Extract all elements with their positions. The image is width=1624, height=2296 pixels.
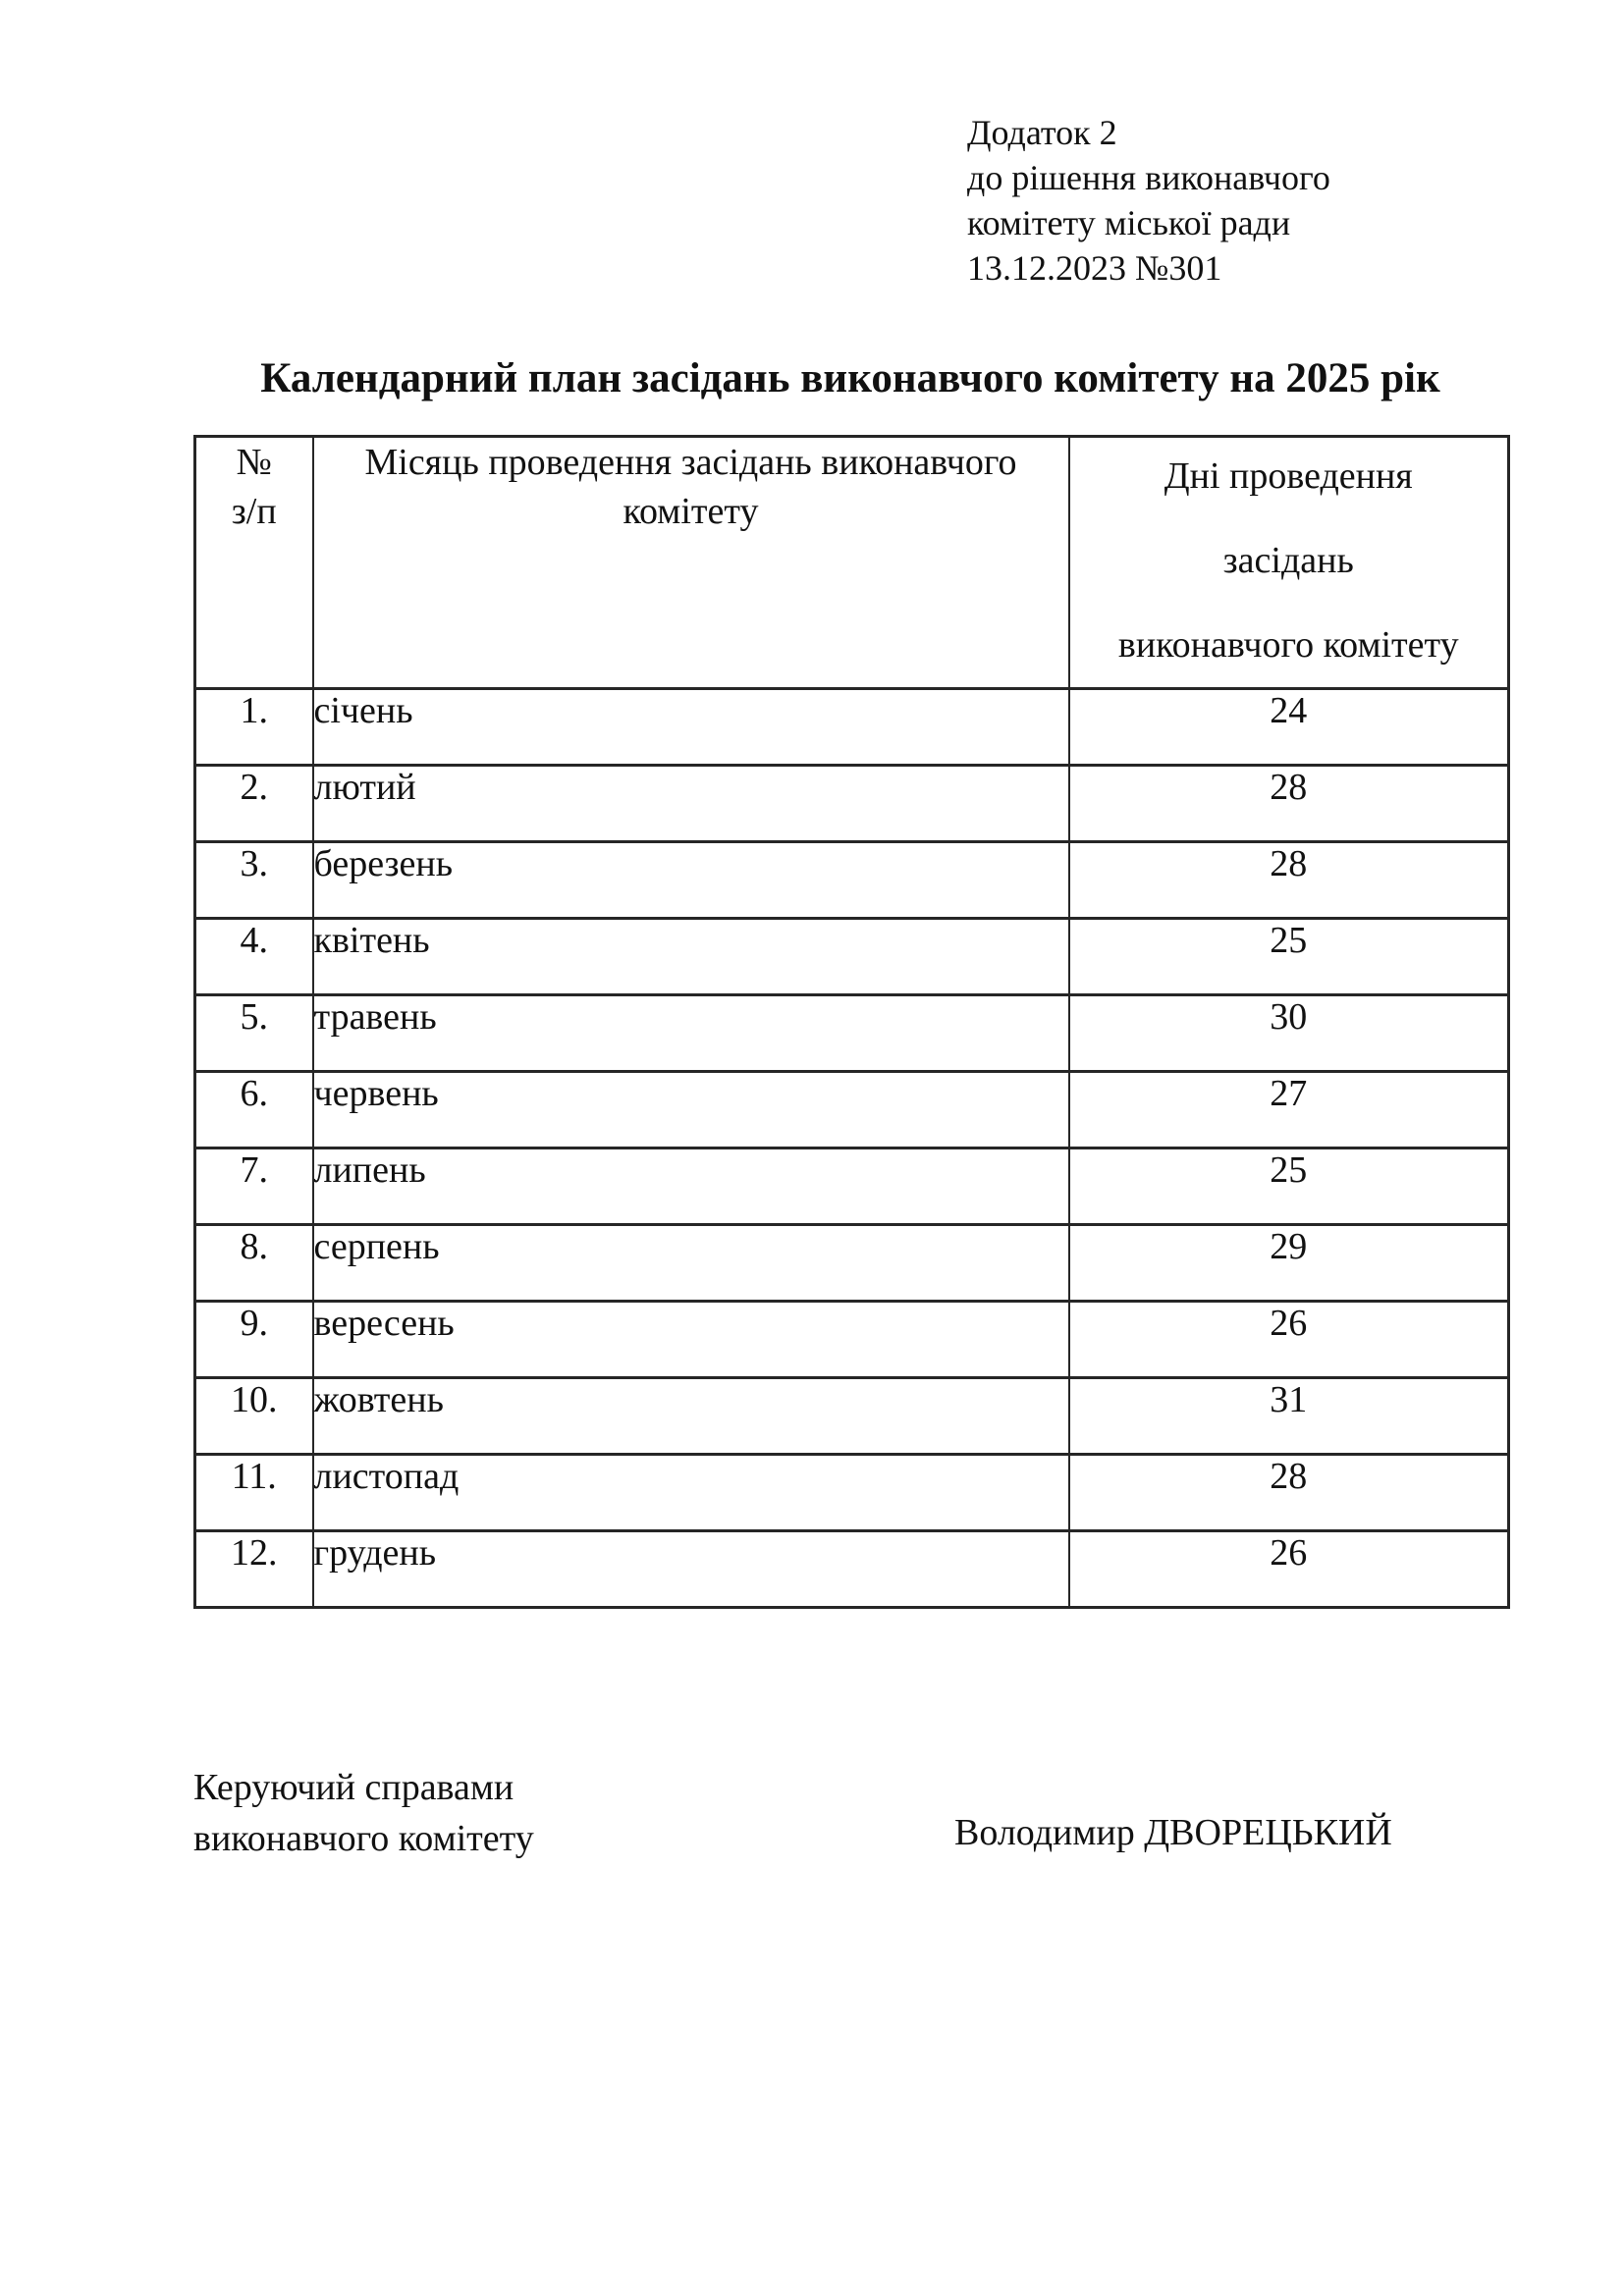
month-cell: листопад <box>313 1455 1069 1531</box>
table-header-row <box>195 437 1509 689</box>
meeting-day-cell: 28 <box>1069 766 1509 842</box>
text-line: комітету <box>623 491 759 532</box>
meeting-day-cell: 26 <box>1069 1302 1509 1378</box>
annex-reference-block <box>967 110 1330 291</box>
table-row <box>195 1455 1509 1531</box>
table-row <box>195 1302 1509 1378</box>
text-line: до рішення виконавчого <box>967 158 1330 197</box>
text-line: засідань <box>1222 540 1354 581</box>
text-line: № <box>236 442 272 483</box>
row-number-cell: 8. <box>195 1225 313 1302</box>
table-row <box>195 1148 1509 1225</box>
month-cell: грудень <box>313 1531 1069 1608</box>
text-line: 13.12.2023 №301 <box>967 248 1222 288</box>
row-number-cell: 12. <box>195 1531 313 1608</box>
header-number-column <box>195 437 313 689</box>
table-row <box>195 842 1509 919</box>
month-cell: січень <box>313 689 1069 766</box>
document-title: Календарний план засідань виконавчого комітету на 2025 рік <box>260 355 1440 401</box>
month-cell: березень <box>313 842 1069 919</box>
row-number-cell: 1. <box>195 689 313 766</box>
meeting-day-cell: 29 <box>1069 1225 1509 1302</box>
signature-position-block <box>193 1762 534 1864</box>
month-cell: липень <box>313 1148 1069 1225</box>
text-line: комітету міської ради <box>967 203 1291 242</box>
month-cell: квітень <box>313 919 1069 995</box>
meeting-day-cell: 27 <box>1069 1072 1509 1148</box>
table-row <box>195 1072 1509 1148</box>
month-cell: серпень <box>313 1225 1069 1302</box>
meeting-day-cell: 28 <box>1069 1455 1509 1531</box>
table-row <box>195 689 1509 766</box>
row-number-cell: 2. <box>195 766 313 842</box>
month-cell: лютий <box>313 766 1069 842</box>
month-cell: жовтень <box>313 1378 1069 1455</box>
header-days-column <box>1069 437 1509 689</box>
text-line: з/п <box>231 491 277 532</box>
schedule-table <box>193 435 1510 1609</box>
meeting-day-cell: 31 <box>1069 1378 1509 1455</box>
row-number-cell: 6. <box>195 1072 313 1148</box>
meeting-day-cell: 24 <box>1069 689 1509 766</box>
meeting-day-cell: 25 <box>1069 919 1509 995</box>
meeting-day-cell: 26 <box>1069 1531 1509 1608</box>
row-number-cell: 9. <box>195 1302 313 1378</box>
row-number-cell: 3. <box>195 842 313 919</box>
table-row <box>195 1378 1509 1455</box>
text-line: виконавчого комітету <box>1117 624 1459 666</box>
table-row <box>195 995 1509 1072</box>
month-cell: травень <box>313 995 1069 1072</box>
meeting-day-cell: 25 <box>1069 1148 1509 1225</box>
text-line: Дні проведення <box>1164 455 1413 497</box>
header-month-column <box>313 437 1069 689</box>
row-number-cell: 5. <box>195 995 313 1072</box>
table-row <box>195 766 1509 842</box>
text-line: виконавчого комітету <box>193 1818 534 1859</box>
meeting-day-cell: 30 <box>1069 995 1509 1072</box>
table-row <box>195 919 1509 995</box>
meeting-day-cell: 28 <box>1069 842 1509 919</box>
table-row <box>195 1531 1509 1608</box>
row-number-cell: 7. <box>195 1148 313 1225</box>
text-line: Керуючий справами <box>193 1767 514 1808</box>
month-cell: вересень <box>313 1302 1069 1378</box>
month-cell: червень <box>313 1072 1069 1148</box>
text-line: Місяць проведення засідань виконавчого <box>364 442 1017 483</box>
text-line: Додаток 2 <box>967 113 1117 152</box>
table-row <box>195 1225 1509 1302</box>
row-number-cell: 11. <box>195 1455 313 1531</box>
row-number-cell: 4. <box>195 919 313 995</box>
signature-name: Володимир ДВОРЕЦЬКИЙ <box>954 1812 1392 1853</box>
row-number-cell: 10. <box>195 1378 313 1455</box>
